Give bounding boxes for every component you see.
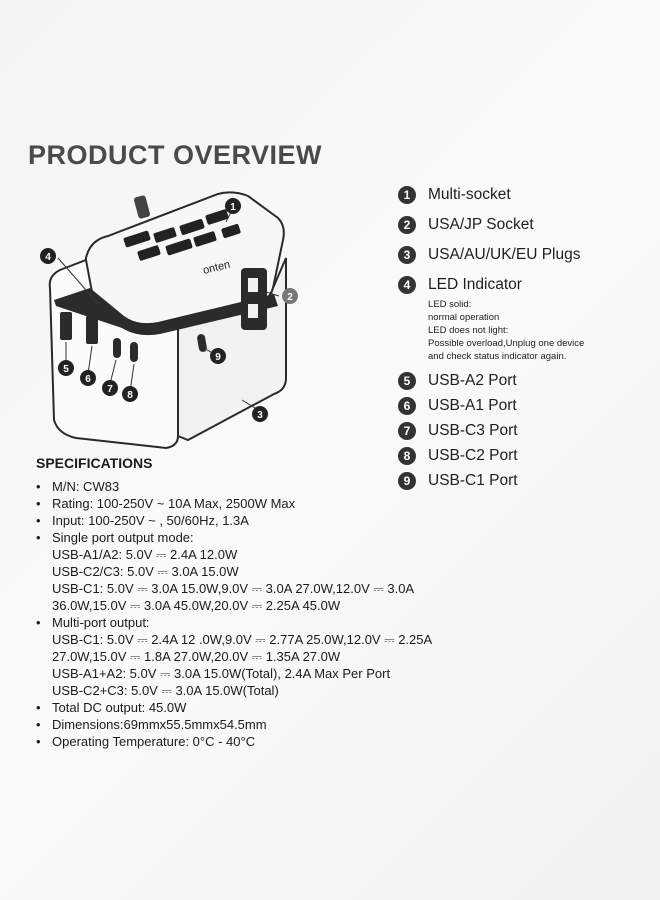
svg-text:9: 9 bbox=[215, 352, 221, 363]
callout-number: 3 bbox=[398, 246, 416, 264]
usb-c3-port bbox=[113, 338, 121, 358]
spec-line: USB-C1: 5.0V ⎓ 2.4A 12 .0W,9.0V ⎓ 2.77A 25.0W,12.0V ⎓ 2.25A bbox=[52, 632, 433, 647]
callout-plugs bbox=[398, 246, 580, 264]
callout-label: USB-C3 Port bbox=[428, 422, 518, 439]
callout-label: USA/AU/UK/EU Plugs bbox=[428, 246, 581, 263]
svg-text:7: 7 bbox=[107, 384, 113, 395]
led-desc-line: and check status indicator again. bbox=[428, 351, 567, 362]
spec-item-input bbox=[36, 512, 636, 529]
spec-line: USB-A1+A2: 5.0V ⎓ 3.0A 15.0W(Total), 2.4A Max Per Port bbox=[52, 666, 391, 681]
callout-number: 7 bbox=[398, 422, 416, 440]
spec-item-single-port bbox=[36, 529, 636, 614]
callout-usb-c3 bbox=[398, 422, 518, 440]
led-desc-line: LED does not light: bbox=[428, 325, 509, 336]
svg-text:4: 4 bbox=[45, 252, 51, 263]
spec-line: • M/N: CW83 bbox=[52, 479, 120, 494]
slider-tab bbox=[133, 195, 150, 219]
usb-a2-port bbox=[60, 312, 72, 340]
spec-line: • Input: 100-250V ~ , 50/60Hz, 1.3A bbox=[52, 513, 249, 528]
svg-text:2: 2 bbox=[287, 292, 293, 303]
usa-jp-socket bbox=[241, 268, 267, 330]
spec-item-rating bbox=[36, 495, 636, 512]
led-description bbox=[428, 298, 584, 363]
svg-text:5: 5 bbox=[63, 364, 69, 375]
spec-line: • Dimensions:69mmx55.5mmx54.5mm bbox=[52, 717, 267, 732]
specifications-title: SPECIFICATIONS bbox=[36, 455, 153, 471]
callout-number: 5 bbox=[398, 372, 416, 390]
callout-usb-c2 bbox=[398, 447, 518, 465]
spec-line: USB-C2/C3: 5.0V ⎓ 3.0A 15.0W bbox=[52, 564, 239, 579]
svg-text:8: 8 bbox=[127, 390, 133, 401]
spec-line: USB-A1/A2: 5.0V ⎓ 2.4A 12.0W bbox=[52, 547, 238, 562]
spec-item-total-output bbox=[36, 699, 636, 716]
callout-number: 6 bbox=[398, 397, 416, 415]
spec-line: USB-C2+C3: 5.0V ⎓ 3.0A 15.0W(Total) bbox=[52, 683, 279, 698]
svg-text:1: 1 bbox=[230, 202, 236, 213]
svg-text:6: 6 bbox=[85, 374, 91, 385]
callout-led-indicator bbox=[398, 276, 522, 294]
spec-line: • Operating Temperature: 0°C - 40°C bbox=[52, 734, 256, 749]
specifications-list bbox=[36, 478, 636, 750]
callout-usa-jp-socket bbox=[398, 216, 534, 234]
spec-line: • Multi-port output: bbox=[52, 615, 150, 630]
callout-number: 9 bbox=[398, 472, 416, 490]
callout-label: USB-A1 Port bbox=[428, 397, 517, 414]
usb-c2-port bbox=[130, 342, 138, 362]
callout-label: LED Indicator bbox=[428, 276, 522, 293]
spec-item-dimensions bbox=[36, 716, 636, 733]
callout-label: USB-C2 Port bbox=[428, 447, 518, 464]
spec-line: USB-C1: 5.0V ⎓ 3.0A 15.0W,9.0V ⎓ 3.0A 27.0W,12.0V ⎓ 3.0A bbox=[52, 581, 415, 596]
callout-number: 2 bbox=[398, 216, 416, 234]
page-title: PRODUCT OVERVIEW bbox=[28, 140, 323, 170]
callout-number: 1 bbox=[398, 186, 416, 204]
led-desc-line: normal operation bbox=[428, 312, 500, 323]
svg-text:3: 3 bbox=[257, 410, 263, 421]
spec-line: • Single port output mode: bbox=[52, 530, 194, 545]
spec-item-model bbox=[36, 478, 636, 495]
callout-label: USB-C1 Port bbox=[428, 472, 518, 489]
spec-item-multi-port bbox=[36, 614, 636, 699]
usb-a1-port bbox=[86, 316, 98, 344]
product-illustration bbox=[28, 188, 348, 450]
callout-label: USA/JP Socket bbox=[428, 216, 534, 233]
brand-logo: onten bbox=[201, 258, 232, 277]
callout-number: 4 bbox=[398, 276, 416, 294]
spec-line: 27.0W,15.0V ⎓ 1.8A 27.0W,20.0V ⎓ 1.35A 27.0W bbox=[52, 649, 341, 664]
callout-label: USB-A2 Port bbox=[428, 372, 517, 389]
callout-multi-socket bbox=[398, 186, 511, 204]
callout-usb-a1 bbox=[398, 397, 517, 415]
spec-line: • Total DC output: 45.0W bbox=[52, 700, 187, 715]
spec-line: • Rating: 100-250V ~ 10A Max, 2500W Max bbox=[52, 496, 296, 511]
spec-line: 36.0W,15.0V ⎓ 3.0A 45.0W,20.0V ⎓ 2.25A 45.0W bbox=[52, 598, 341, 613]
led-desc-line: LED solid: bbox=[428, 299, 472, 310]
callout-number: 8 bbox=[398, 447, 416, 465]
callout-label: Multi-socket bbox=[428, 186, 511, 203]
led-desc-line: Possible overload,Unplug one device bbox=[428, 338, 585, 349]
callout-usb-a2 bbox=[398, 372, 517, 390]
spec-item-temperature bbox=[36, 733, 636, 750]
